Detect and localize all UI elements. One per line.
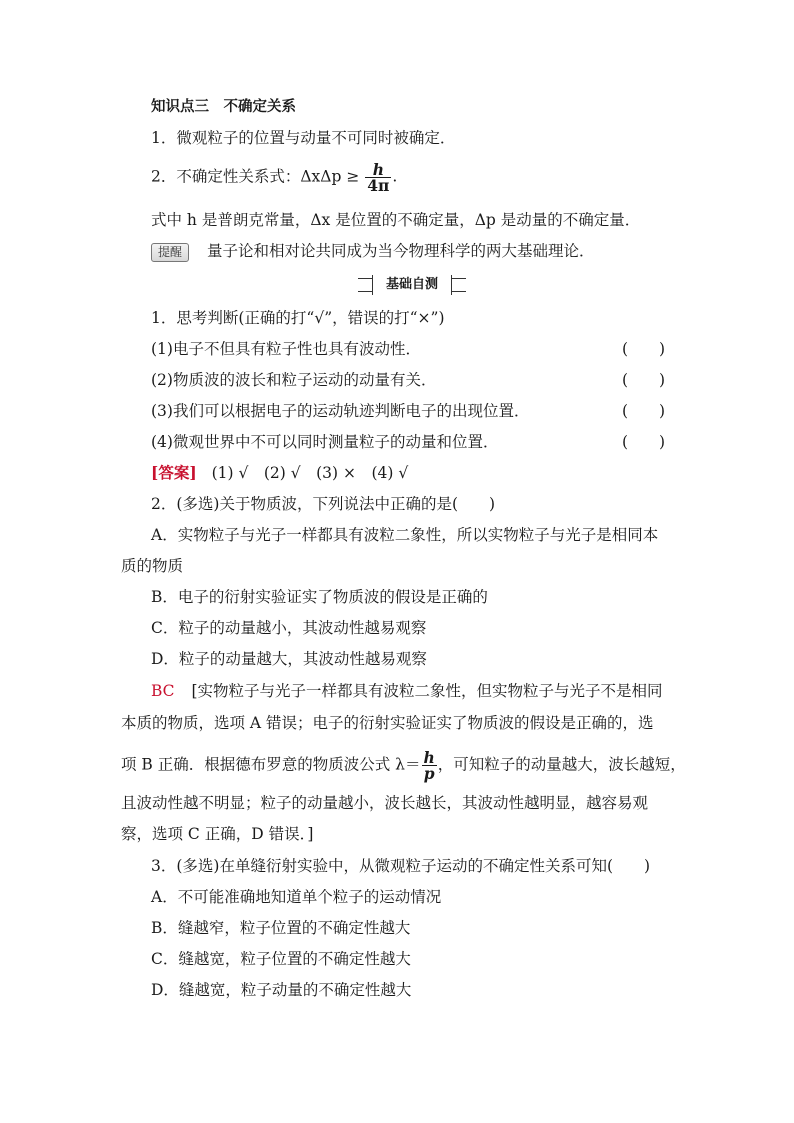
q3-option-a: A．不可能准确地知道单个粒子的运动情况 bbox=[151, 888, 442, 906]
tip-row bbox=[151, 240, 595, 262]
debroglie-fraction bbox=[422, 750, 437, 781]
q2-explain-line3-suffix: ，可知粒子的动量越大，波长越短， bbox=[437, 755, 686, 774]
q3-option-d: D．缝越宽，粒子动量的不确定性越大 bbox=[151, 981, 412, 999]
q1-stem: 1．思考判断(正确的打“√”，错误的打“×”) bbox=[151, 309, 445, 327]
q3-option-c: C．缝越宽，粒子位置的不确定性越大 bbox=[151, 950, 411, 968]
q2-explain-line3 bbox=[121, 750, 686, 781]
q1-item-3-paren: ( ) bbox=[622, 402, 666, 420]
tip-badge: 提醒 bbox=[151, 243, 189, 262]
uncertainty-fraction bbox=[365, 162, 391, 193]
q1-item-2-paren: ( ) bbox=[622, 371, 666, 389]
q1-item-2: (2)物质波的波长和粒子运动的动量有关． bbox=[151, 371, 437, 389]
knowledge-point-1: 1．微观粒子的位置与动量不可同时被确定． bbox=[151, 129, 456, 147]
q2-option-a-line1: A．实物粒子与光子一样都具有波粒二象性，所以实物粒子与光子是相同本 bbox=[151, 526, 659, 544]
q3-option-b: B．缝越窄，粒子位置的不确定性越大 bbox=[151, 919, 411, 937]
q2-option-d: D．粒子的动量越大，其波动性越易观察 bbox=[151, 650, 427, 668]
q1-item-4: (4)微观世界中不可以同时测量粒子的动量和位置． bbox=[151, 433, 499, 451]
knowledge-point-2-prefix: 2．不确定性关系式：ΔxΔp ≥ bbox=[151, 167, 360, 186]
fraction-numerator: h bbox=[365, 162, 391, 178]
self-test-banner bbox=[358, 275, 466, 295]
self-test-banner-label: 基础自测 bbox=[372, 275, 452, 295]
q2-stem: 2．(多选)关于物质波，下列说法中正确的是( ) bbox=[151, 495, 496, 513]
q2-explain-line4: 且波动性越不明显；粒子的动量越小，波长越长，其波动性越明显，越容易观 bbox=[121, 794, 649, 812]
q2-explain-line2: 本质的物质，选项 A 错误；电子的衍射实验证实了物质波的假设是正确的，选 bbox=[121, 714, 654, 732]
q1-answer-text: (1) √ (2) √ (3) × (4) √ bbox=[211, 464, 409, 482]
q2-explain-text-1: [实物粒子与光子一样都具有波粒二象性，但实物粒子与光子不是相同 bbox=[191, 682, 663, 700]
fraction-denominator: 4π bbox=[367, 176, 390, 195]
debroglie-denominator: p bbox=[423, 764, 435, 783]
q2-option-b: B．电子的衍射实验证实了物质波的假设是正确的 bbox=[151, 588, 488, 606]
q2-option-c: C．粒子的动量越小，其波动性越易观察 bbox=[151, 619, 427, 637]
q1-item-1: (1)电子不但具有粒子性也具有波动性． bbox=[151, 340, 421, 358]
q1-item-4-paren: ( ) bbox=[622, 433, 666, 451]
knowledge-point-2 bbox=[151, 162, 397, 193]
knowledge-explanation: 式中 h 是普朗克常量，Δx 是位置的不确定量，Δp 是动量的不确定量． bbox=[151, 211, 641, 229]
knowledge-point-2-suffix: . bbox=[392, 167, 398, 186]
q2-explain-line5: 察，选项 C 正确，D 错误．] bbox=[121, 825, 314, 843]
q2-explain-line1 bbox=[151, 680, 663, 702]
section-heading: 知识点三 不确定关系 bbox=[151, 99, 296, 115]
q1-answer-label: [答案] bbox=[151, 463, 197, 482]
q2-option-a-line2: 质的物质 bbox=[121, 557, 184, 575]
q3-stem: 3．(多选)在单缝衍射实验中，从微观粒子运动的不确定性关系可知( ) bbox=[151, 857, 651, 875]
q1-item-1-paren: ( ) bbox=[622, 340, 666, 358]
q2-explain-line3-prefix: 项 B 正确．根据德布罗意的物质波公式 λ＝ bbox=[121, 755, 421, 774]
q1-item-3: (3)我们可以根据电子的运动轨迹判断电子的出现位置． bbox=[151, 402, 530, 420]
debroglie-numerator: h bbox=[423, 748, 435, 767]
q1-answer bbox=[151, 462, 408, 484]
tip-text: 量子论和相对论共同成为当今物理科学的两大基础理论． bbox=[207, 242, 595, 260]
q2-answer-key: BC bbox=[151, 682, 175, 700]
